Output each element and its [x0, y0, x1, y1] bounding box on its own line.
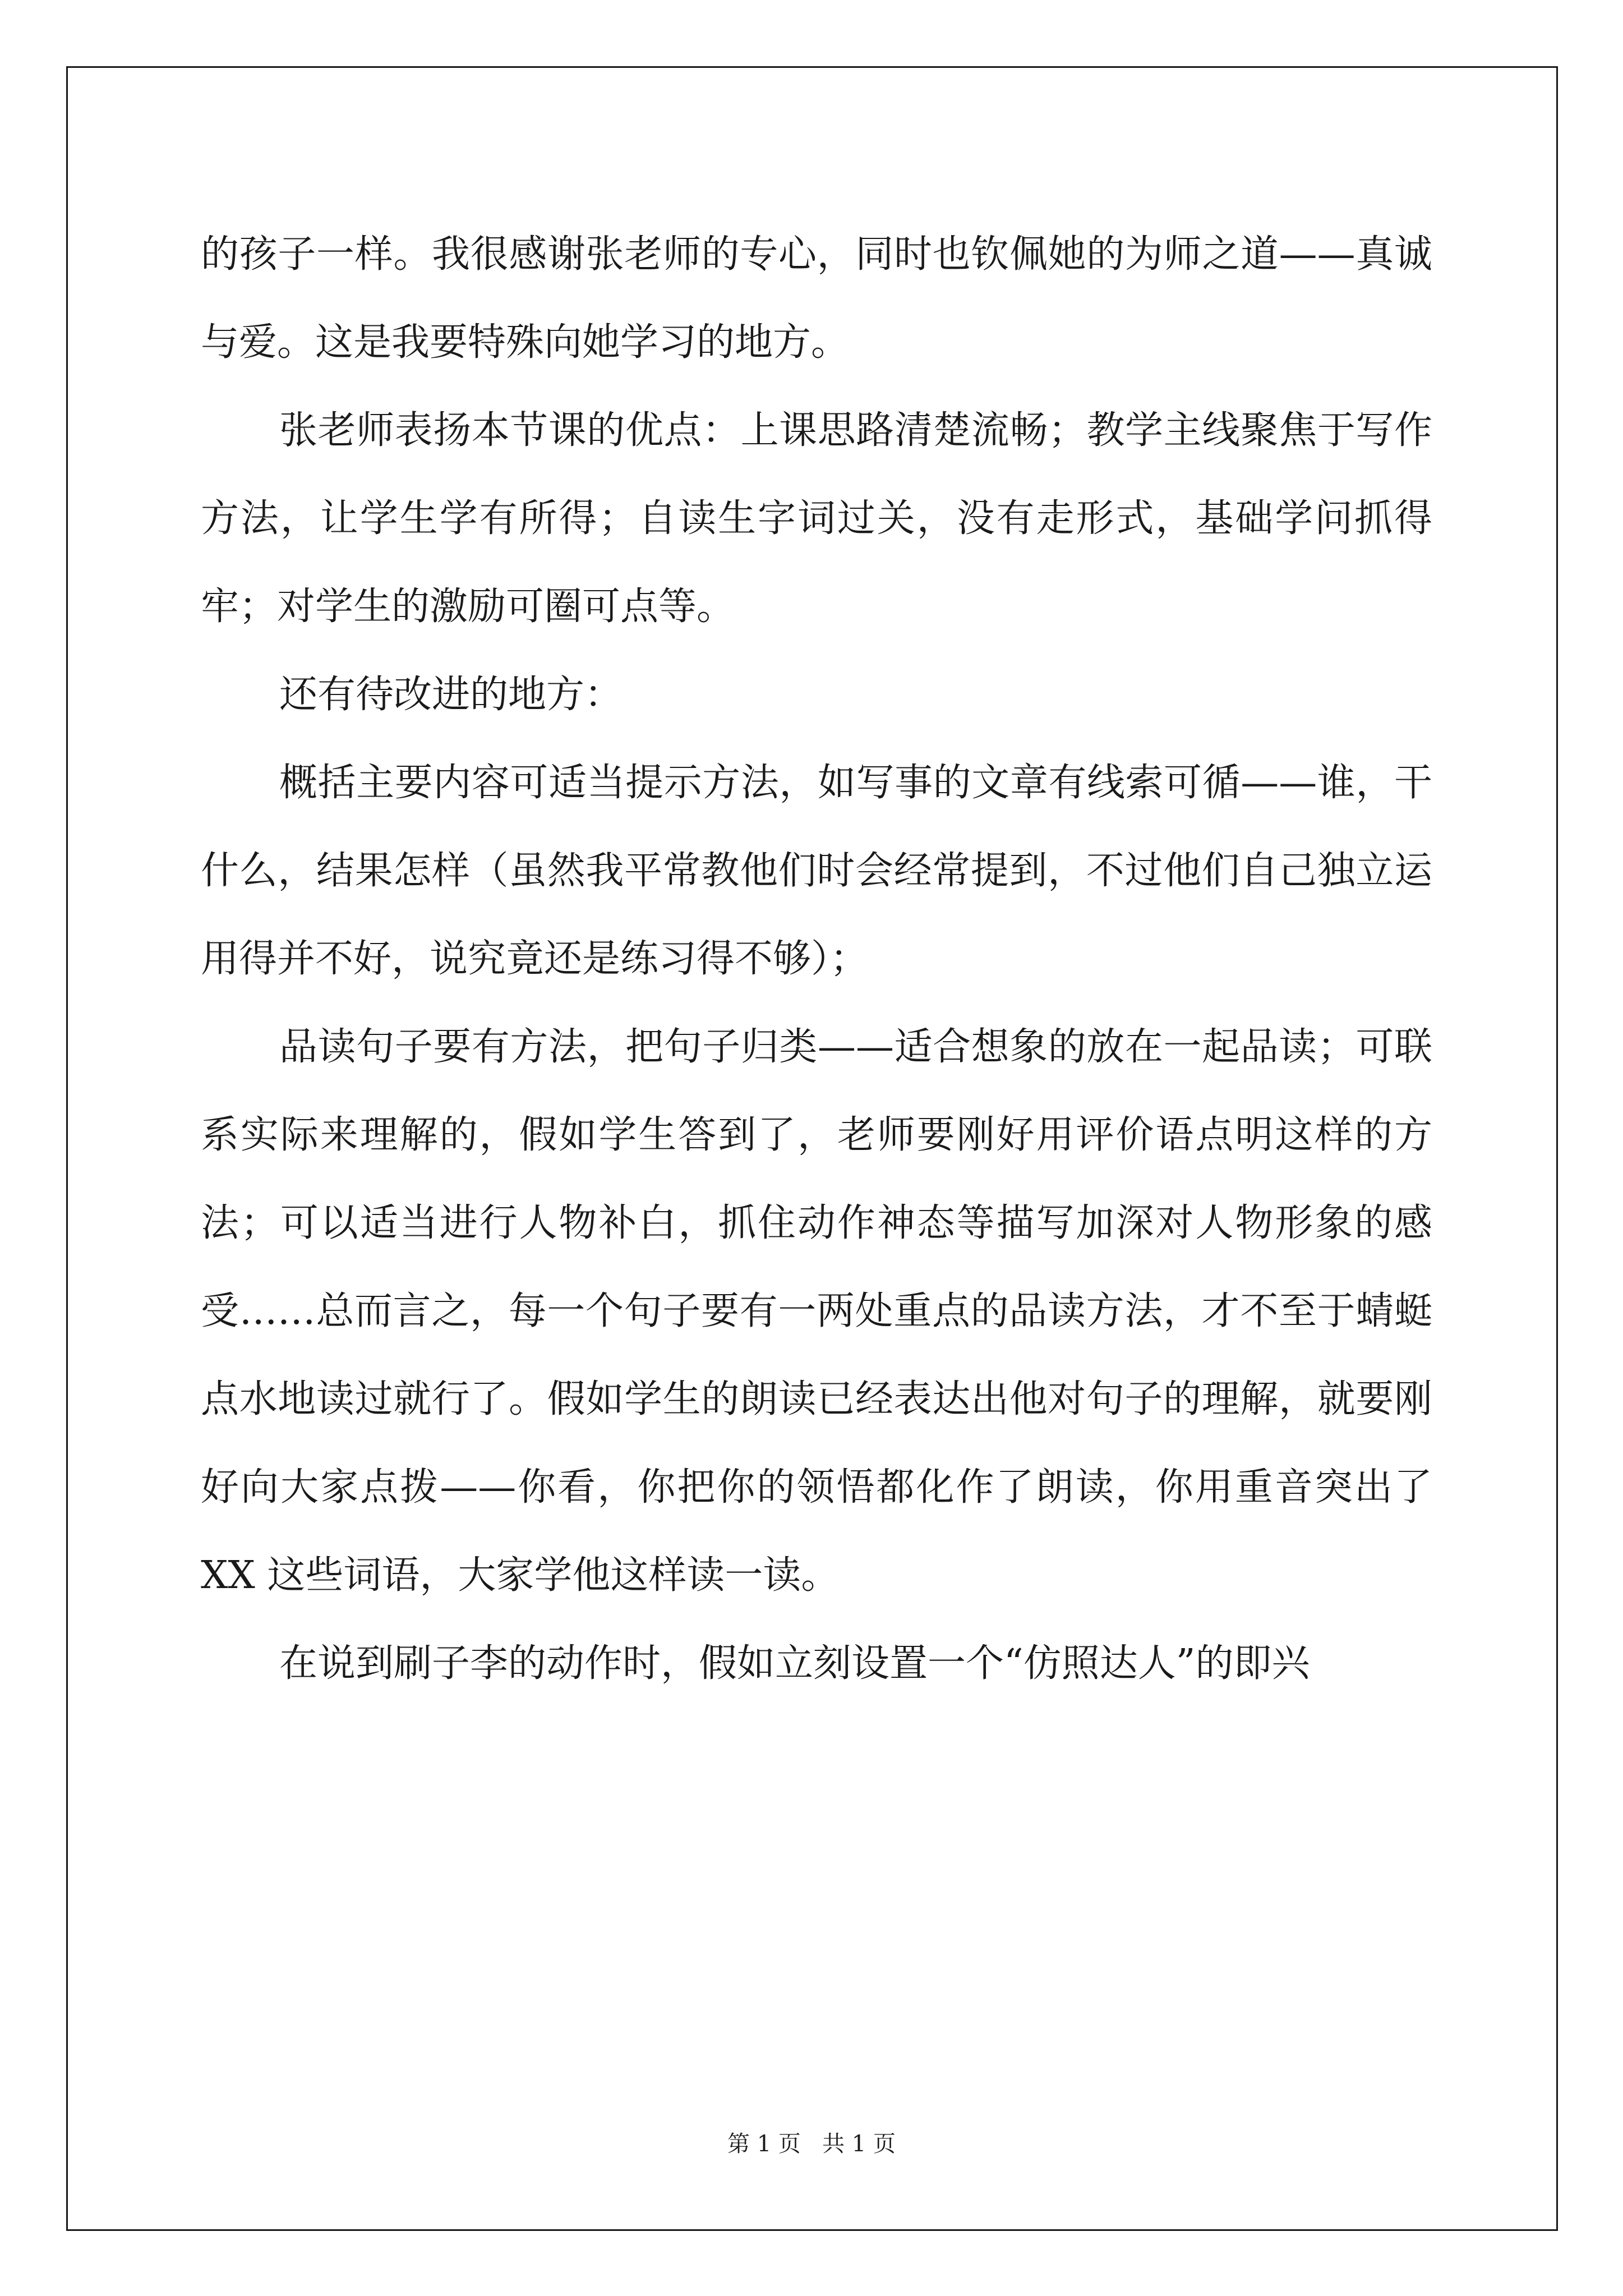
paragraph-5: 品读句子要有方法，把句子归类——适合想象的放在一起品读；可联系实际来理解的，假如学生答到了，老师要刚好用评价语点明这样的方法；可以适当进行人物补白，抓住动作神态等描写加深对人物形象的感受……总而言之，每一个句子要有一两处重点的品读方法，才不至于蜻蜓点水地读过就行了。假如学生的朗读已经表达出他对句子的理解，就要刚好向大家点拨——你看，你把你的领悟都化作了朗读，你用重音突出了 XX 这些词语，大家学他这样读一读。 — [201, 1025, 1432, 1598]
paragraph-6: 在说到刷子李的动作时，假如立刻设置一个“仿照达人”的即兴 — [279, 1641, 1310, 1686]
page-number: 第 1 页 — [727, 2131, 801, 2157]
page-total: 共 1 页 — [822, 2131, 896, 2157]
document-body — [201, 210, 1432, 1708]
paragraph-2: 张老师表扬本节课的优点：上课思路清楚流畅；教学主线聚焦于写作方法，让学生学有所得；自读生字词过关，没有走形式，基础学问抓得牢；对学生的激励可圈可点等。 — [201, 408, 1432, 629]
paragraph-4: 概括主要内容可适当提示方法，如写事的文章有线索可循——谁，干什么，结果怎样（虽然我平常教他们时会经常提到，不过他们自己独立运用得并不好，说究竟还是练习得不够）； — [201, 761, 1432, 981]
paragraph-3: 还有待改进的地方： — [279, 673, 623, 717]
page-footer — [0, 2126, 1623, 2158]
paragraph-1: 的孩子一样。我很感谢张老师的专心，同时也钦佩她的为师之道——真诚与爱。这是我要特殊向她学习的地方。 — [201, 232, 1432, 365]
